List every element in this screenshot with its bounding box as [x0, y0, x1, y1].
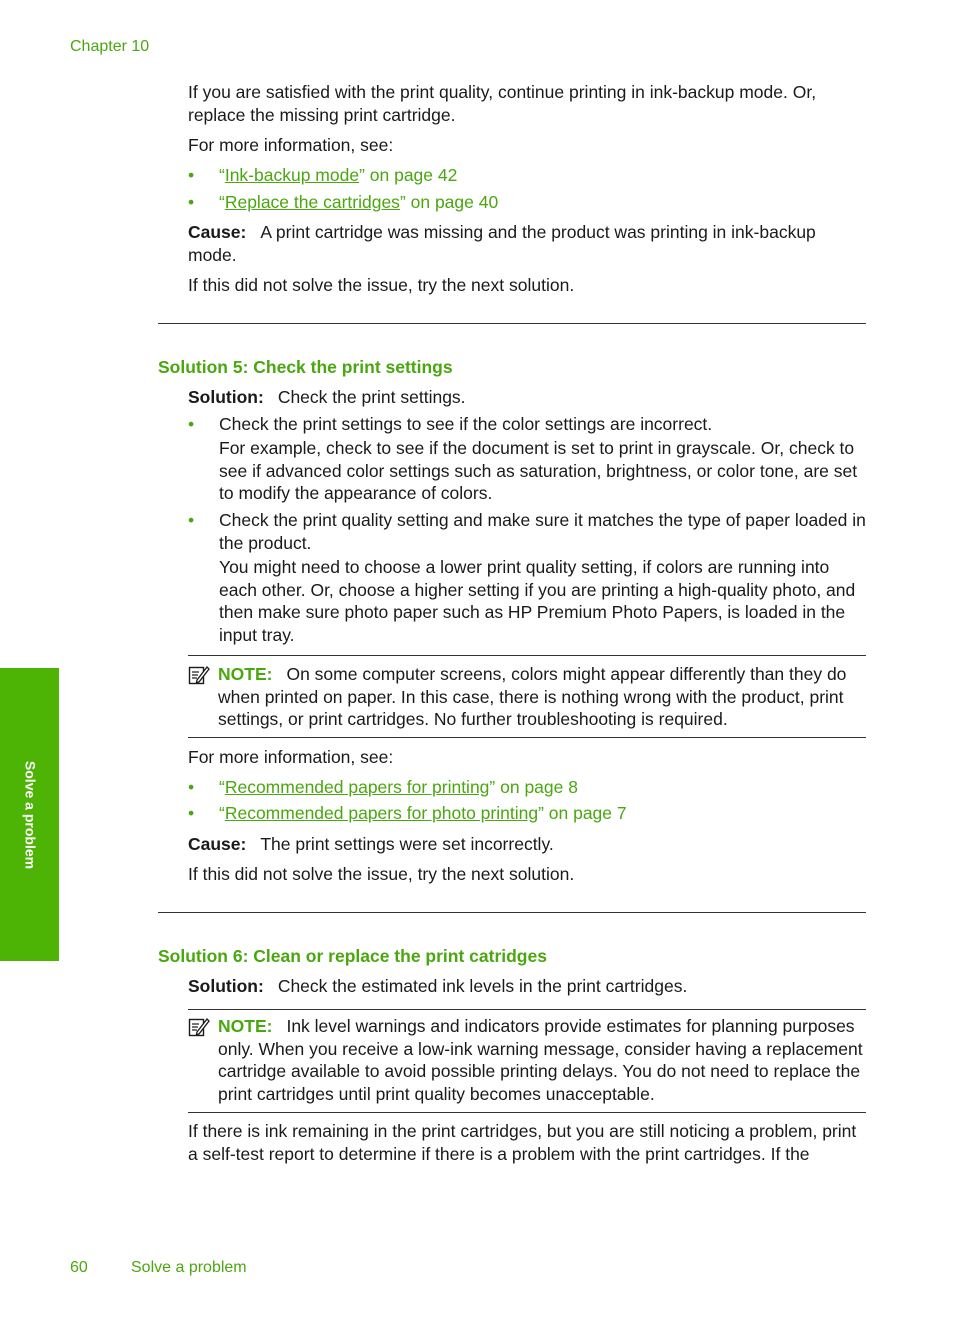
footer-section: Solve a problem: [131, 1259, 247, 1276]
note-rule-top: [188, 655, 866, 656]
link-recommended-papers[interactable]: “Recommended papers for printing” on page 8: [219, 777, 578, 797]
bullet-color-settings: Check the print settings to see if the color settings are incorrect.: [219, 414, 713, 434]
solution5-solution: [188, 386, 868, 409]
bullet-print-quality: Check the print quality setting and make sure it matches the type of paper loaded in the product.: [219, 510, 866, 553]
bullet-color-settings-detail: For example, check to see if the document is set to print in grayscale. Or, check to see if advanced color settings such as saturation, brightness, or color tone, are set to modify the appearance of colors.: [219, 438, 858, 503]
solution6-heading: Solution 6: Clean or replace the print catridges: [158, 946, 547, 966]
cause-label: Cause:: [188, 222, 247, 242]
note-rule-top: [188, 1009, 866, 1010]
cause-label: Cause:: [188, 834, 247, 854]
chapter-header: Chapter 10: [70, 38, 150, 55]
note-label: NOTE:: [218, 664, 273, 684]
cause-paragraph: [188, 833, 868, 856]
paragraph-ink-backup: If you are satisfied with the print quality, continue printing in ink-backup mode. Or, replace the missing print cartridge.: [188, 82, 817, 125]
link-replace-cartridges[interactable]: “Replace the cartridges” on page 40: [219, 192, 499, 212]
link-recommended-photo-papers[interactable]: “Recommended papers for photo printing” on page 7: [219, 803, 627, 823]
more-info-label: For more information, see:: [188, 135, 394, 155]
bullet-marker: •: [188, 803, 195, 823]
note-block: [218, 663, 868, 731]
note-rule-bottom: [188, 737, 866, 738]
solution-label: Solution:: [188, 387, 264, 407]
bullet-marker: •: [188, 192, 195, 212]
solution5-heading: Solution 5: Check the print settings: [158, 357, 453, 377]
solution6-solution: [188, 975, 868, 998]
solution-text: Check the estimated ink levels in the print cartridges.: [277, 976, 688, 996]
note-rule-bottom: [188, 1112, 866, 1113]
section-divider: [158, 323, 866, 324]
link-ink-backup-mode[interactable]: “Ink-backup mode” on page 42: [219, 165, 458, 185]
solution-text: Check the print settings.: [277, 387, 466, 407]
cause-text: A print cartridge was missing and the product was printing in ink-backup mode.: [188, 222, 816, 265]
next-solution-text: If this did not solve the issue, try the next solution.: [188, 275, 575, 295]
next-solution-text: If this did not solve the issue, try the next solution.: [188, 864, 575, 884]
side-tab-label: Solve a problem: [21, 760, 38, 869]
bullet-marker: •: [188, 510, 195, 530]
note-label: NOTE:: [218, 1016, 273, 1036]
bullet-marker: •: [188, 165, 195, 185]
page-number: 60: [70, 1259, 88, 1276]
solution-label: Solution:: [188, 976, 264, 996]
bullet-marker: •: [188, 414, 195, 434]
note-block: [218, 1015, 868, 1105]
section-divider: [158, 912, 866, 913]
note-icon: [188, 664, 210, 686]
note-icon: [188, 1016, 210, 1038]
cause-text: The print settings were set incorrectly.: [260, 834, 554, 854]
side-tab: [0, 668, 59, 961]
bullet-marker: •: [188, 777, 195, 797]
cause-paragraph: [188, 221, 868, 266]
note-text: Ink level warnings and indicators provide estimates for planning purposes only. When you receive a low-ink warning message, consider having a replacement cartridge available to avoid possible printing delays. You do not need to replace the print cartridges until print quality becomes unacceptable.: [218, 1016, 863, 1104]
bullet-print-quality-detail: You might need to choose a lower print quality setting, if colors are running into each other. Or, choose a higher setting if you are printing a high-quality photo, and then make sure photo paper such as HP Premium Photo Papers, is loaded in the input tray.: [219, 557, 856, 645]
self-test-paragraph: If there is ink remaining in the print cartridges, but you are still noticing a problem, print a self-test report to determine if there is a problem with the print cartridges. If the: [188, 1121, 857, 1164]
note-text: On some computer screens, colors might appear differently than they do when printed on paper. In this case, there is nothing wrong with the product, print settings, or print cartridges. No further troubleshooting is required.: [218, 664, 847, 729]
more-info-label: For more information, see:: [188, 747, 394, 767]
